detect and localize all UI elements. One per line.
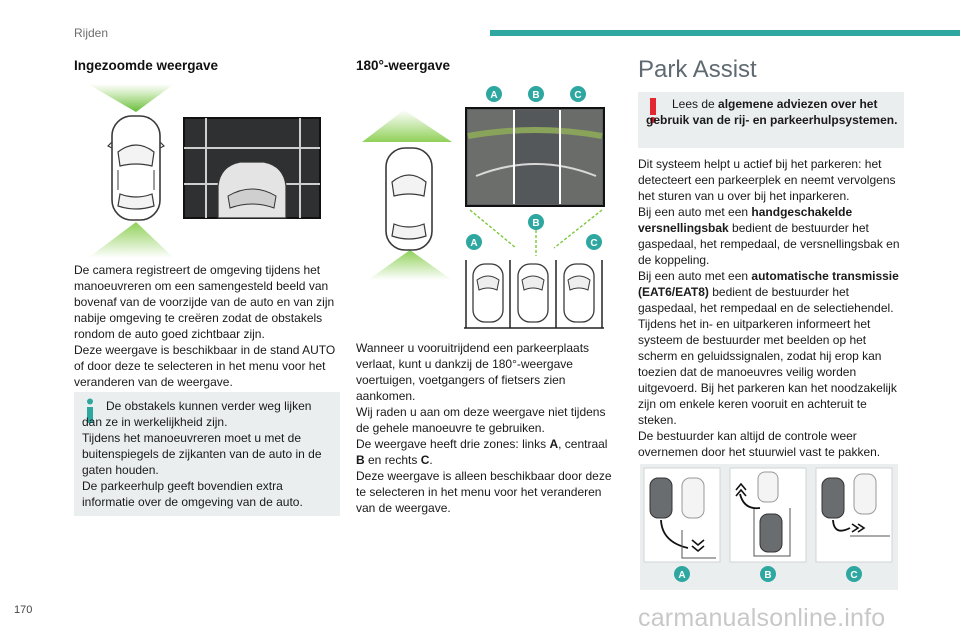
svg-text:C: C xyxy=(574,90,582,101)
car-top-view-icon xyxy=(386,148,432,250)
wide-camera-screen xyxy=(466,108,604,206)
zone-label-a-lower xyxy=(466,234,482,250)
svg-text:A: A xyxy=(470,238,478,249)
svg-text:C: C xyxy=(590,238,598,249)
scenario-label-b xyxy=(760,566,776,582)
svg-text:B: B xyxy=(764,570,772,581)
zone-label-b xyxy=(528,86,544,102)
svg-text:B: B xyxy=(532,90,540,101)
zoomed-camera-screen xyxy=(184,118,320,218)
warning-box xyxy=(638,92,904,148)
header-accent-bar xyxy=(490,30,960,36)
car-top-view-icon xyxy=(108,116,164,220)
svg-text:A: A xyxy=(678,570,686,581)
parked-cars xyxy=(464,260,604,328)
scenario-a-parallel-parking xyxy=(644,468,720,562)
page-number: 170 xyxy=(14,604,33,616)
svg-text:A: A xyxy=(490,90,498,101)
watermark: carmanualsonline.info xyxy=(638,604,886,632)
info-box-zoomed xyxy=(74,392,340,516)
rear-wide-zone xyxy=(368,250,452,280)
zoomed-body-text: De camera registreert de omgeving tijdens het manoeuvreren om een samengesteld beeld van bovenaf van de voorzijde van de auto en van zijn nabije omgeving te creëren zodat de obstakels rondom de auto goed zichtbaar zijn. Deze weergave is beschikbaar in de stand AUTO of door deze te selecteren in het menu voor het veranderen van de weergave. xyxy=(74,263,336,389)
wide-view-illustration xyxy=(356,80,618,332)
warning-text: Lees de algemene adviezen over het gebruik van de rij- en parkeerhulpsystemen. xyxy=(646,97,898,127)
park-assist-body-text: Dit systeem helpt u actief bij het parkeren: het detecteert een parkeerplek en neemt vervolgens het sturen van u over bij het inparkeren. Bij een auto met een handgeschakelde versnellingsbak bedient de bestuurder het gaspedaal, het rempedaal, de versnellingsbak en de koppeling. Bij een auto met een automatische transmissie (EAT6/EAT8) bedient de bestuurder het gaspedaal, het rempedaal en de selectiehendel. Tijdens het in- en uitparkeren informeert het systeem de bestuurder met beelden op het scherm en geluidssignalen, zodat hij erop kan toezien dat de manoeuvres veilig worden uitgevoerd. Bij het parkeren kan het noodzakelijk zijn om enkele keren vooruit en achteruit te steken. De bestuurder kan altijd de controle weer overnemen door het stuurwiel vast te pakken. xyxy=(638,157,900,459)
heading-park-assist: Park Assist xyxy=(638,56,757,83)
svg-text:C: C xyxy=(850,570,858,581)
zone-label-b-lower xyxy=(528,214,544,230)
svg-text:B: B xyxy=(532,218,540,229)
front-wide-zone xyxy=(362,110,452,142)
scenario-b-perpendicular-parking xyxy=(730,468,806,562)
front-camera-zone xyxy=(88,84,174,112)
zoomed-view-illustration xyxy=(74,82,340,258)
scenario-label-a xyxy=(674,566,690,582)
heading-180-view: 180°-weergave xyxy=(356,58,450,73)
section-title: Rijden xyxy=(74,26,109,40)
park-assist-diagram xyxy=(640,464,898,590)
zone-label-c-lower xyxy=(586,234,602,250)
scenario-label-c xyxy=(846,566,862,582)
rear-camera-zone xyxy=(88,222,174,258)
heading-zoomed-view: Ingezoomde weergave xyxy=(74,58,219,73)
wide-body-text: Wanneer u vooruitrijdend een parkeerplaats verlaat, kunt u dankzij de 180°-weergave voertuigen, voetgangers of fietsers zien aankomen. Wij raden u aan om deze weergave niet tijdens de gehele manoeuvre te gebruiken. De weergave heeft drie zones: links A, centraal B en rechts C. Deze weergave is alleen beschikbaar door deze te selecteren in het menu voor het veranderen van de weergave. xyxy=(356,341,612,515)
scenario-c-exit-parking xyxy=(816,468,892,562)
zone-label-c xyxy=(570,86,586,102)
zone-label-a xyxy=(486,86,502,102)
info-text: De obstakels kunnen verder weg lijken dan ze in werkelijkheid zijn. Tijdens het manoeuvreren moet u met de buitenspiegels de zijkanten van de auto in de gaten houden. De parkeerhulp geeft bovendien extra informatie over de omgeving van de auto. xyxy=(82,399,322,509)
